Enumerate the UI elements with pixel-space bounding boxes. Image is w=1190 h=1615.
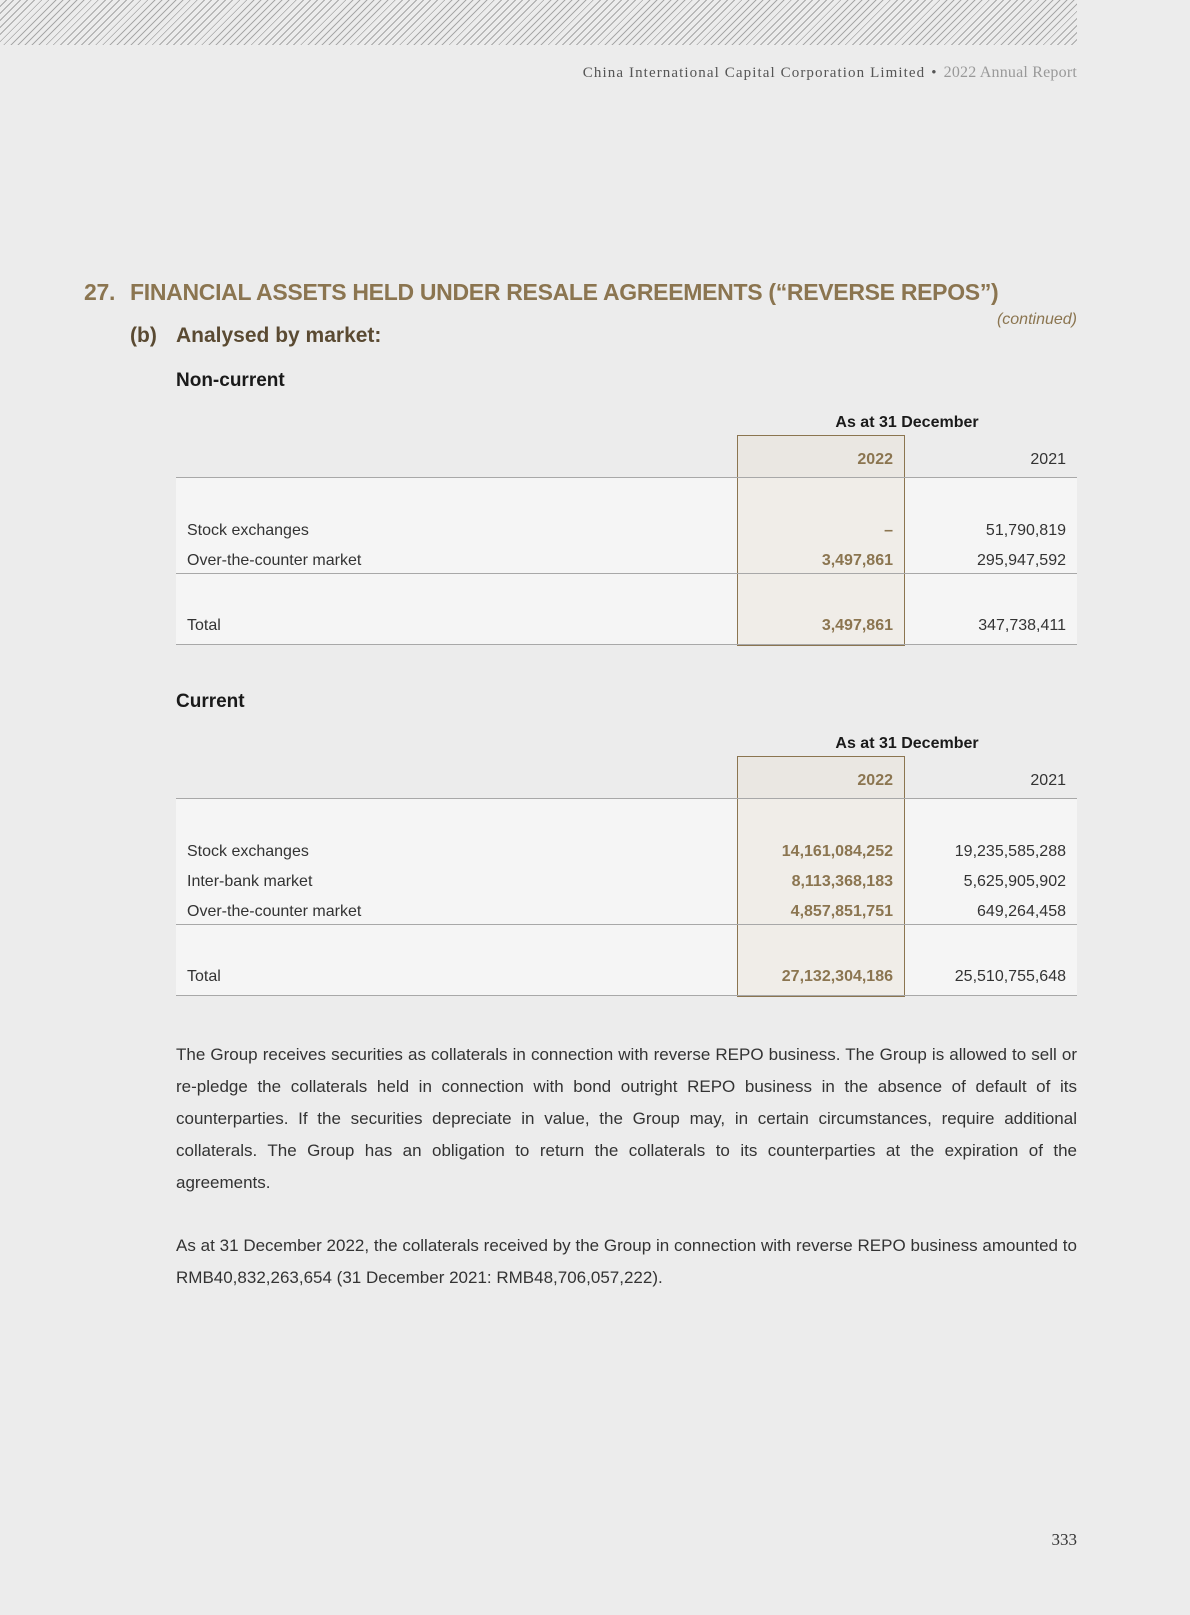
section-number: 27. xyxy=(84,279,116,305)
company-name: China International Capital Corporation Limited xyxy=(582,65,926,81)
row-label: Over-the-counter market xyxy=(187,903,362,920)
page-number: 333 xyxy=(1051,1530,1077,1549)
header-separator: • xyxy=(931,65,938,81)
value-2021: 5,625,905,902 xyxy=(963,873,1066,890)
report-title: 2022 Annual Report xyxy=(943,64,1077,81)
col-header-2021: 2021 xyxy=(1030,451,1066,468)
section-heading: FINANCIAL ASSETS HELD UNDER RESALE AGREEMENTS (“REVERSE REPOS”) xyxy=(130,279,999,305)
total-row xyxy=(176,617,1077,639)
header-rule xyxy=(176,477,1077,478)
table-header-row xyxy=(176,451,1077,473)
table-body-background xyxy=(176,798,1077,995)
value-2022: – xyxy=(884,522,893,539)
table-row xyxy=(176,903,1077,925)
total-2022: 27,132,304,186 xyxy=(781,968,893,985)
section-title xyxy=(84,279,1077,329)
value-2022: 8,113,368,183 xyxy=(791,873,893,890)
as-at-header: As at 31 December xyxy=(835,735,979,752)
total-rule xyxy=(176,995,1077,996)
collateral-paragraph: The Group receives securities as collaterals in connection with reverse REPO business. The Group is allowed to sell or re-pledge the collaterals held in connection with bond outright REPO business in the absence of default of its counterparties. If the securities depreciate in value, the Group may, in certain circumstances, require additional collaterals. The Group has an obligation to return the collaterals to its counterparties at the expiration of the agreements. xyxy=(176,1045,1077,1192)
current-heading: Current xyxy=(176,691,245,712)
header-rule xyxy=(176,798,1077,799)
table-header-row xyxy=(176,772,1077,794)
total-2021: 25,510,755,648 xyxy=(954,968,1066,985)
total-label: Total xyxy=(187,617,221,634)
subsection-letter: (b) xyxy=(130,324,157,347)
total-row xyxy=(176,968,1077,990)
table-row xyxy=(176,552,1077,574)
non-current-heading: Non-current xyxy=(176,370,285,391)
table-row xyxy=(176,522,1077,544)
collateral-amount-paragraph: As at 31 December 2022, the collaterals received by the Group in connection with reverse REPO business amounted to RMB40,832,263,654 (31 December 2021: RMB48,706,057,222). xyxy=(176,1236,1077,1287)
non-current-table xyxy=(176,414,1077,646)
value-2022: 4,857,851,751 xyxy=(790,903,893,920)
col-header-2022: 2022 xyxy=(857,451,893,468)
value-2021: 649,264,458 xyxy=(977,903,1066,920)
total-label: Total xyxy=(187,968,221,985)
row-label: Stock exchanges xyxy=(187,843,309,860)
value-2021: 51,790,819 xyxy=(985,522,1066,539)
value-2022: 3,497,861 xyxy=(821,552,893,569)
as-at-header: As at 31 December xyxy=(835,414,979,431)
value-2021: 295,947,592 xyxy=(977,552,1066,569)
col-header-2021: 2021 xyxy=(1030,772,1066,789)
value-2022: 14,161,084,252 xyxy=(781,843,893,860)
table-row xyxy=(176,843,1077,865)
decorative-hatch-band xyxy=(0,0,1077,45)
continued-label: (continued) xyxy=(996,311,1077,328)
table-row xyxy=(176,873,1077,895)
total-rule xyxy=(176,644,1077,645)
subsection-heading: Analysed by market: xyxy=(176,324,382,347)
subtotal-rule xyxy=(176,924,1077,925)
current-table xyxy=(176,735,1077,997)
row-label: Inter-bank market xyxy=(187,873,313,890)
subsection-title xyxy=(130,324,381,348)
col-header-2022: 2022 xyxy=(857,772,893,789)
row-label: Stock exchanges xyxy=(187,522,309,539)
running-header xyxy=(583,64,1077,82)
row-label: Over-the-counter market xyxy=(187,552,362,569)
total-2021: 347,738,411 xyxy=(978,617,1066,634)
value-2021: 19,235,585,288 xyxy=(954,843,1066,860)
subtotal-rule xyxy=(176,573,1077,574)
total-2022: 3,497,861 xyxy=(821,617,893,634)
